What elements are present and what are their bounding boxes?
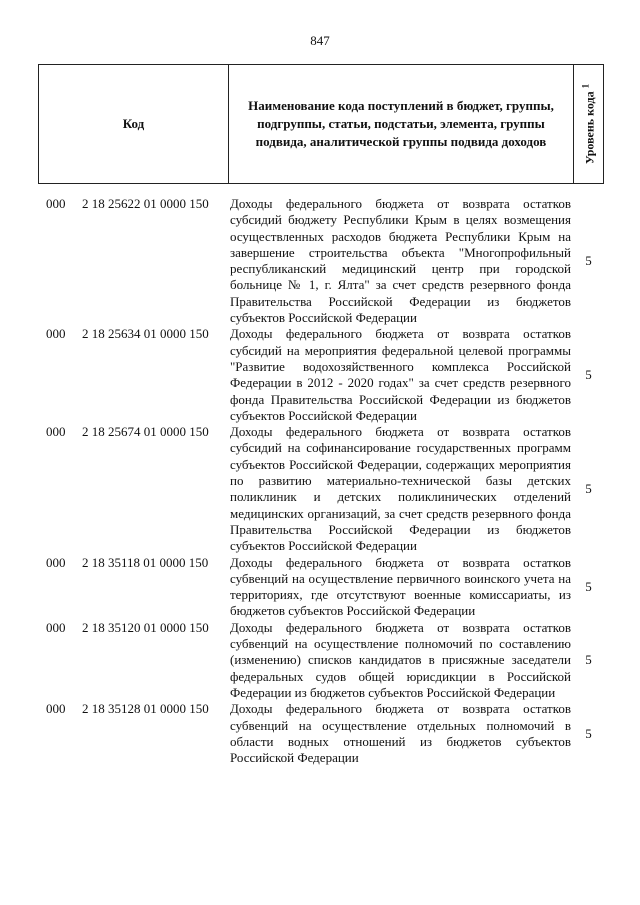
row-code: 2 18 25622 01 0000 150 bbox=[82, 196, 209, 211]
row-code: 2 18 25674 01 0000 150 bbox=[82, 424, 209, 440]
row-level-value: 5 bbox=[585, 253, 592, 269]
table-row bbox=[38, 555, 604, 620]
row-name: Доходы федерального бюджета от возврата остатков субсидий на софинансирование государственных программ субъектов Российской Федерации, содержащих мероприятия по развитию материально-технической базы детских поликлиник и детских поликлинических отделений медицинских организаций, за счет средств резервного фонда Правительства Российской Федерации из бюджетов субъектов Российской Федерации bbox=[230, 424, 571, 554]
row-name: Доходы федерального бюджета от возврата остатков субвенций на осуществление полномочий по составлению (изменению) списков кандидатов в присяжные заседатели федеральных судов общей юрисдикции в Российской Федерации из бюджетов субъектов Российской Федерации bbox=[230, 619, 571, 700]
header-code: Код bbox=[39, 65, 229, 183]
row-code: 2 18 35128 01 0000 150 bbox=[82, 701, 209, 717]
row-level bbox=[573, 196, 604, 326]
row-level-value: 5 bbox=[585, 652, 592, 668]
table-row bbox=[38, 701, 604, 766]
row-level-value: 5 bbox=[585, 578, 592, 594]
row-level-value: 5 bbox=[585, 367, 592, 383]
row-level bbox=[573, 701, 604, 766]
row-admin-code: 000 bbox=[46, 619, 66, 635]
row-level-value: 5 bbox=[585, 725, 592, 741]
table-row bbox=[38, 620, 604, 701]
row-admin-code: 000 bbox=[46, 554, 66, 570]
row-code: 2 18 35118 01 0000 150 bbox=[82, 554, 209, 570]
row-level-value: 5 bbox=[585, 481, 592, 497]
table-row bbox=[38, 326, 604, 424]
row-name: Доходы федерального бюджета от возврата остатков субсидий бюджету Республики Крым в целях возмещения осуществленных расходов бюджета Республики Крым на завершение строительства объекта "Многопрофильный республиканский медицинский центр при городской больнице № 1, г. Ялта" за счет средств резервного фонда Правительства Российской Федерации из бюджетов субъектов Российской Федерации bbox=[230, 196, 571, 326]
table-header bbox=[38, 64, 604, 184]
header-level-text: Уровень кода bbox=[582, 91, 596, 165]
header-name: Наименование кода поступлений в бюджет, группы, подгруппы, статьи, подстатьи, элемента, группы подвида, аналитической группы подвида доходов bbox=[229, 65, 574, 183]
page-number: 847 bbox=[310, 33, 330, 48]
row-admin-code: 000 bbox=[46, 701, 66, 717]
table-row bbox=[38, 424, 604, 554]
row-code: 2 18 25634 01 0000 150 bbox=[82, 326, 209, 342]
header-level-label bbox=[580, 84, 597, 164]
row-name: Доходы федерального бюджета от возврата остатков субвенций на осуществление первичного воинского учета на территориях, где отсутствуют военные комиссариаты, из бюджетов субъектов Российской Федерации bbox=[230, 554, 571, 619]
row-level bbox=[573, 620, 604, 701]
row-admin-code: 000 bbox=[46, 424, 66, 440]
row-level bbox=[573, 555, 604, 620]
row-admin-code: 000 bbox=[46, 326, 66, 342]
table-body bbox=[38, 196, 604, 766]
row-code: 2 18 35120 01 0000 150 bbox=[82, 619, 209, 635]
table-row bbox=[38, 196, 604, 326]
row-name: Доходы федерального бюджета от возврата остатков субсидий на мероприятия федеральной целевой программы "Развитие водохозяйственного комплекса Российской Федерации в 2012 - 2020 годах" за счет средств резервного фонда Правительства Российской Федерации из бюджетов субъектов Российской Федерации bbox=[230, 326, 571, 423]
row-level bbox=[573, 424, 604, 554]
header-level bbox=[574, 65, 603, 183]
row-level bbox=[573, 326, 604, 424]
row-name: Доходы федерального бюджета от возврата остатков субвенций на осуществление отдельных полномочий в области водных отношений из бюджетов субъектов Российской Федерации bbox=[230, 701, 571, 766]
row-admin-code: 000 bbox=[46, 196, 66, 211]
header-level-footnote: 1 bbox=[580, 83, 590, 89]
